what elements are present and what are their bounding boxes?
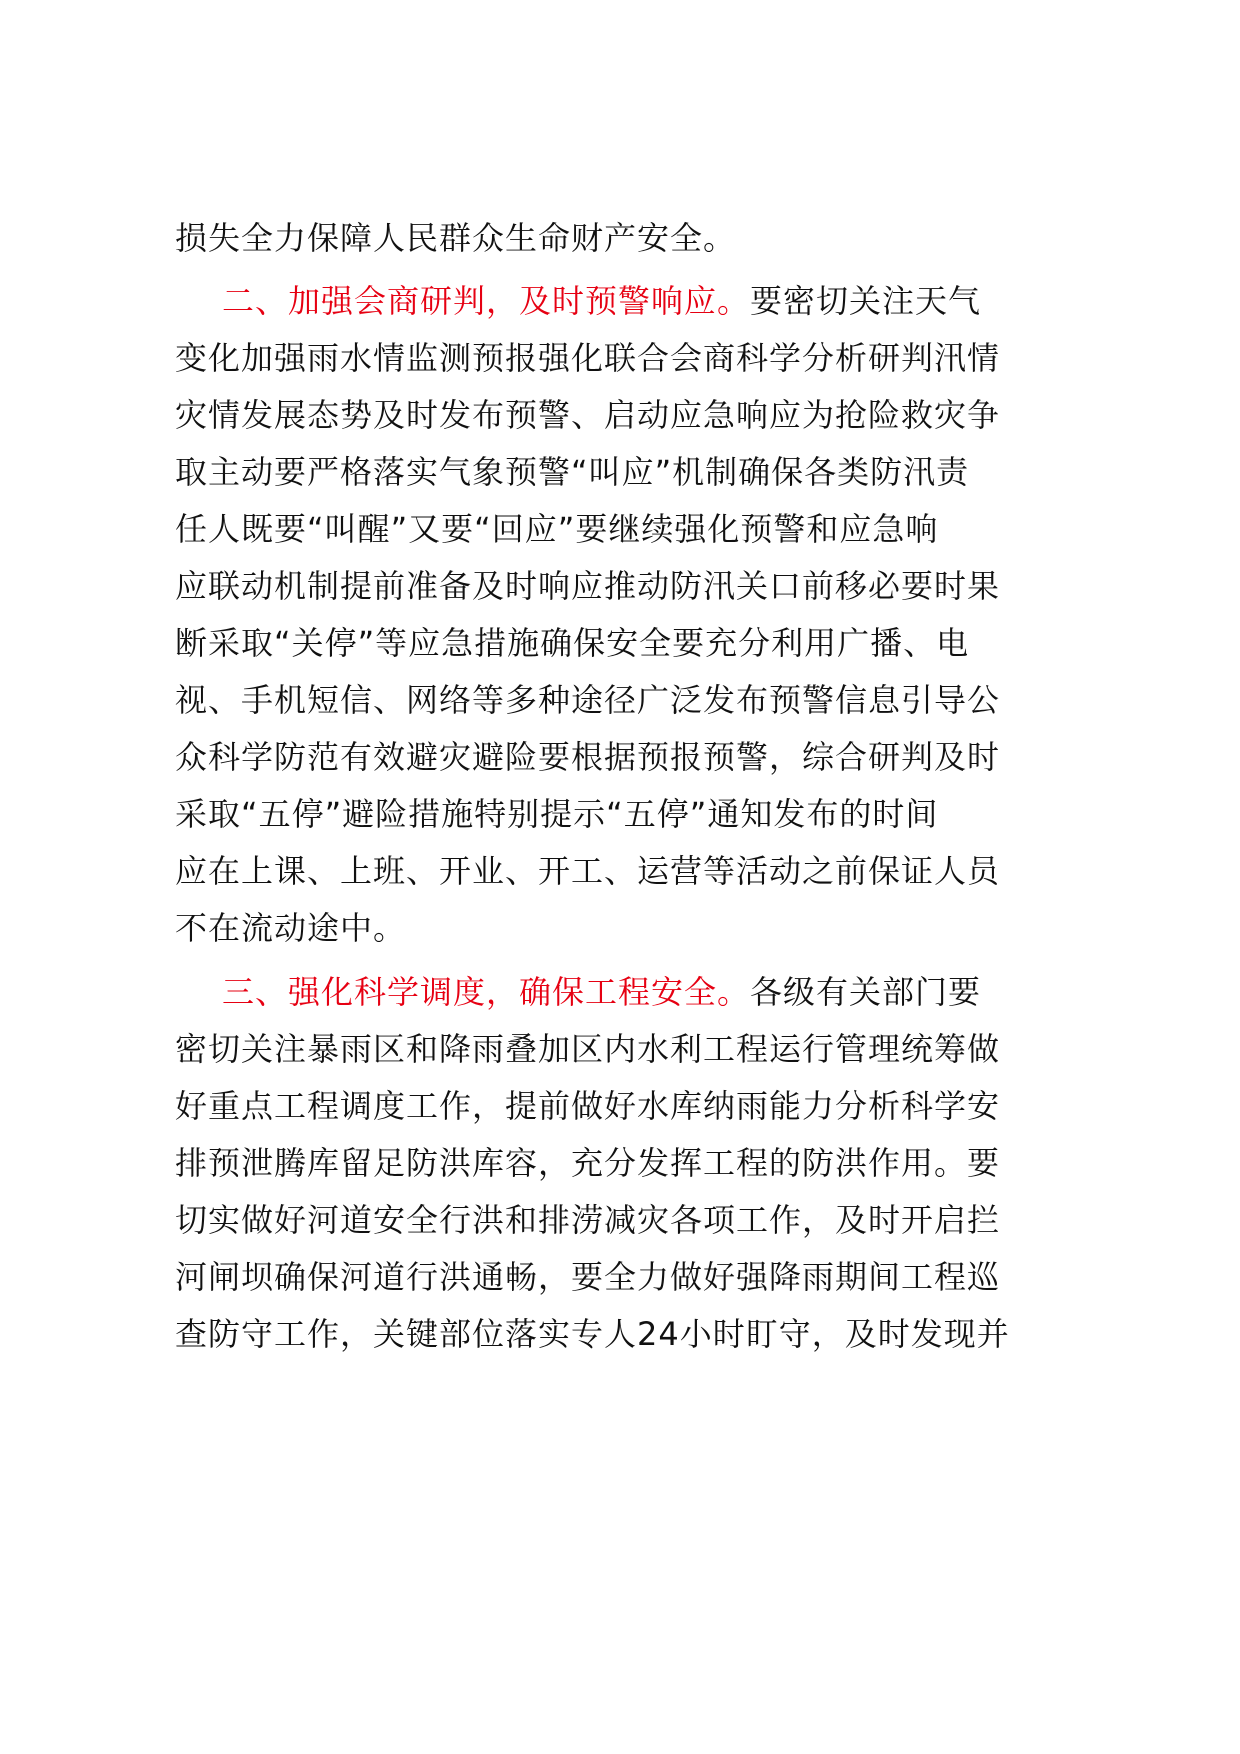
body-line: 众科学防范有效避灾避险要根据预报预警，综合研判及时 [175,738,1001,776]
body-line: 任人既要“叫醒”又要“回应”要继续强化预警和应急响 [175,510,939,548]
body-line: 视、手机短信、网络等多种途径广泛发布预警信息引导公 [175,681,1001,719]
body-line: 断采取“关停”等应急措施确保安全要充分利用广播、电 [175,624,970,662]
body-text: 要密切关注天气 [750,282,982,320]
body-line: 密切关注暴雨区和降雨叠加区内水利工程运行管理统筹做 [175,1030,1001,1068]
section-three-heading: 三、强化科学调度，确保工程安全。 [222,973,751,1011]
body-line: 好重点工程调度工作，提前做好水库纳雨能力分析科学安 [175,1087,1001,1125]
body-line: 河闸坝确保河道行洪通畅，要全力做好强降雨期间工程巡 [175,1258,1001,1296]
body-line: 取主动要严格落实气象预警“叫应”机制确保各类防汛责 [175,453,970,491]
section-two-heading: 二、加强会商研判，及时预警响应。 [222,282,751,320]
body-line: 应联动机制提前准备及时响应推动防汛关口前移必要时果 [175,567,1001,605]
body-line: 排预泄腾库留足防洪库容，充分发挥工程的防洪作用。要 [175,1144,1001,1182]
body-line: 变化加强雨水情监测预报强化联合会商科学分析研判汛情 [175,339,1001,377]
body-text: 各级有关部门要 [750,973,982,1011]
section-three-line [222,972,981,1012]
body-line: 查防守工作，关键部位落实专人24小时盯守，及时发现并 [175,1315,1010,1353]
body-line: 应在上课、上班、开业、开工、运营等活动之前保证人员 [175,852,1001,890]
section-two-line [222,281,981,321]
body-line: 不在流动途中。 [175,909,407,947]
body-line: 灾情发展态势及时发布预警、启动应急响应为抢险救灾争 [175,396,1001,434]
body-line: 采取“五停”避险措施特别提示“五停”通知发布的时间 [175,795,939,833]
body-line: 损失全力保障人民群众生命财产安全。 [175,219,737,257]
body-line: 切实做好河道安全行洪和排涝减灾各项工作，及时开启拦 [175,1201,1001,1239]
